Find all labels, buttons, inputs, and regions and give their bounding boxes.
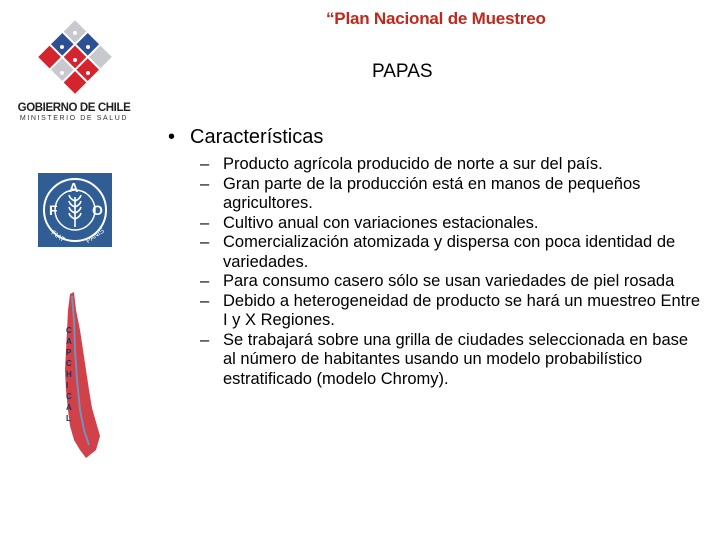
dash-icon: – [200, 330, 210, 349]
dash-icon: – [200, 272, 210, 290]
fao-motto-fiat: FIAT [49, 229, 66, 244]
characteristics-heading [168, 126, 323, 149]
fao-motto-panis: PANIS [85, 227, 106, 246]
map-letter: A [66, 337, 72, 346]
government-name: GOBIERNO DE CHILE [17, 102, 131, 114]
list-item [200, 155, 700, 175]
fao-letter-o: O [92, 202, 103, 218]
list-item [200, 175, 700, 214]
list-item-text: Cultivo anual con variaciones estacionales. [223, 213, 539, 232]
fao-logo [38, 173, 112, 247]
map-letter: I [66, 381, 69, 390]
characteristics-heading-text: Características [190, 126, 324, 148]
list-item [200, 272, 700, 292]
chile-map-icon [56, 290, 106, 460]
map-letter: P [66, 348, 72, 357]
list-item-text: Comercialización atomizada y dispersa con poca identidad de variedades. [223, 233, 676, 271]
dash-icon: – [200, 213, 210, 232]
map-letter: H [66, 370, 72, 379]
list-item-text: Gran parte de la producción está en manos de pequeños agricultores. [223, 174, 641, 212]
slide-title: PAPAS [372, 61, 433, 82]
list-item [200, 292, 700, 331]
list-item [200, 233, 700, 272]
list-item-text: Debido a heterogeneidad de producto se hará un muestreo Entre I y X Regiones. [223, 291, 700, 329]
gobierno-de-chile-logo [14, 14, 134, 126]
dash-icon: – [200, 174, 210, 193]
map-letter: C [66, 392, 72, 401]
government-emblem-icon [34, 14, 116, 100]
dash-icon: – [200, 291, 210, 310]
map-letter: A [66, 403, 72, 412]
fao-emblem-icon [38, 173, 112, 247]
dash-icon: – [200, 155, 210, 173]
fao-letter-f: F [49, 202, 58, 218]
dash-icon: – [200, 233, 210, 251]
list-item-text: Producto agrícola producido de norte a sur del país. [223, 155, 603, 173]
list-item-text: Se trabajará sobre una grilla de ciudades seleccionada en base al número de habitantes usando un modelo probabilístico estratificado (modelo Chromy). [223, 330, 689, 388]
characteristics-list [200, 155, 700, 389]
fao-letter-a: A [69, 180, 79, 195]
list-item [200, 331, 700, 390]
map-letter: L [66, 414, 71, 423]
ministry-name: MINISTERIO DE SALUD [19, 115, 129, 122]
bullet-icon: • [168, 126, 176, 148]
list-item-text: Para consumo casero sólo se usan variedades de piel rosada [223, 272, 675, 290]
chile-map [56, 290, 106, 460]
header-title: “Plan Nacional de Muestreo [326, 9, 546, 28]
map-letter: C [66, 326, 72, 335]
list-item [200, 214, 700, 234]
map-letter: C [66, 359, 72, 368]
